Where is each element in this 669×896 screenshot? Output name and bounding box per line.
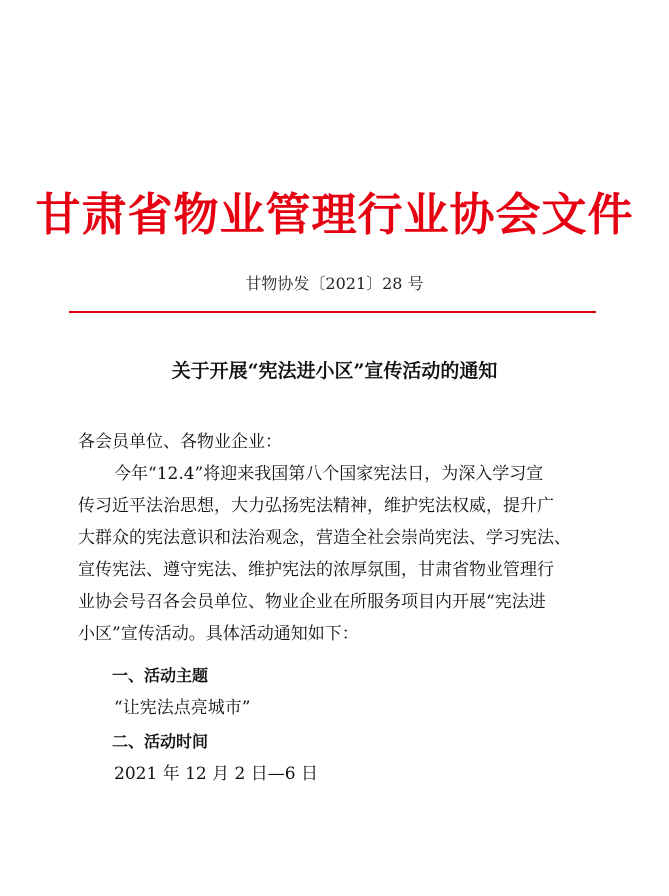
section-heading-theme: 一、活动主题 (112, 666, 209, 685)
paragraph-line: 宣传宪法、遵守宪法、维护宪法的浓厚氛围，甘肃省物业管理行 (78, 560, 554, 580)
header-divider-rule (69, 311, 596, 313)
salutation: 各会员单位、各物业企业： (78, 432, 282, 452)
paragraph-line: 业协会号召各会员单位、物业企业在所服务项目内开展“宪法进 (78, 592, 546, 612)
paragraph-line: 传习近平法治思想，大力弘扬宪法精神，维护宪法权威，提升广 (78, 496, 554, 516)
paragraph-line: 今年“12.4”将迎来我国第八个国家宪法日，为深入学习宣 (114, 464, 544, 484)
paragraph-line: 小区”宣传活动。具体活动通知如下： (78, 624, 359, 644)
section-heading-time: 二、活动时间 (112, 732, 209, 751)
paragraph-line: 大群众的宪法意识和法治观念，营造全社会崇尚宪法、学习宪法、 (78, 528, 571, 548)
organization-header-title: 甘肃省物业管理行业协会文件 (35, 188, 634, 241)
section-content-theme: “让宪法点亮城市” (114, 698, 251, 718)
document-number: 甘物协发〔2021〕28 号 (245, 274, 424, 293)
section-content-time: 2021 年 12 月 2 日—6 日 (114, 764, 318, 784)
document-title: 关于开展“宪法进小区”宣传活动的通知 (171, 360, 498, 382)
